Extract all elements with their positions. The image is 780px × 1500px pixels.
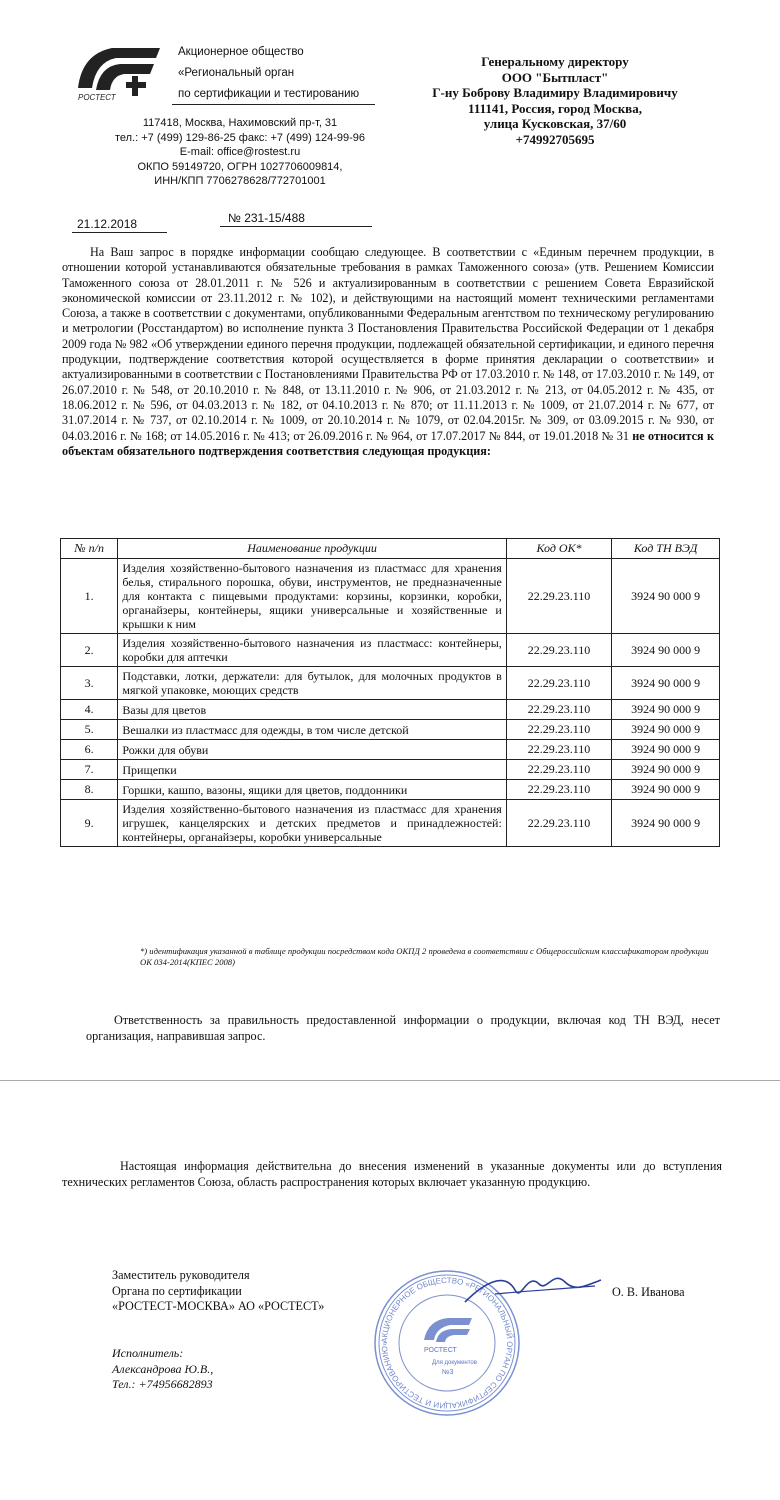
table-row xyxy=(61,800,720,847)
footnote: *) идентификация указанной в таблице продукции посредством кода ОКПД 2 проведена в соответствии с Общероссийским классификатором продукции ОК 034-2014(КПЕС 2008) xyxy=(140,946,709,967)
header-rule xyxy=(172,104,375,105)
stamp-number: №3 xyxy=(442,1369,454,1376)
recipient-line: 111141, Россия, город Москва, xyxy=(468,100,642,116)
row-tn: 3924 90 000 9 xyxy=(612,780,720,800)
col-num: № п/п xyxy=(61,539,118,559)
row-ok: 22.29.23.110 xyxy=(506,559,612,634)
stamp-ring-text: АКЦИОНЕРНОЕ ОБЩЕСТВО «РЕГИОНАЛЬНЫЙ ОРГАН ПО СЕРТИФИКАЦИИ И ТЕСТИРОВАНИЮ» xyxy=(379,1275,515,1411)
address: 117418, Москва, Нахимовский пр-т, 31 xyxy=(142,117,338,129)
row-num: 2. xyxy=(61,634,118,667)
document-date: 21.12.2018 xyxy=(77,217,138,231)
row-num: 8. xyxy=(61,780,118,800)
executor-line: Тел.: +74956682893 xyxy=(112,1377,213,1391)
org-line: «Региональный орган xyxy=(178,67,295,79)
row-num: 1. xyxy=(61,559,118,634)
row-tn: 3924 90 000 9 xyxy=(612,760,720,780)
row-ok: 22.29.23.110 xyxy=(506,700,612,720)
table-row xyxy=(61,634,720,667)
recipient-line: улица Кусковская, 37/60 xyxy=(483,116,627,131)
row-ok: 22.29.23.110 xyxy=(506,780,612,800)
row-name: Вазы для цветов xyxy=(118,700,506,720)
row-num: 3. xyxy=(61,667,118,700)
table-row xyxy=(61,700,720,720)
row-ok: 22.29.23.110 xyxy=(506,634,612,667)
signatory-line: Заместитель руководителя xyxy=(112,1268,250,1282)
col-tn: Код ТН ВЭД xyxy=(612,539,720,559)
stamp-center-text: РОСТЕСТ xyxy=(424,1347,457,1354)
executor-line: Исполнитель: xyxy=(112,1346,184,1360)
date-underline xyxy=(72,232,167,233)
table-row xyxy=(61,667,720,700)
row-num: 5. xyxy=(61,720,118,740)
row-name: Прищепки xyxy=(118,760,506,780)
products-table xyxy=(60,538,720,847)
org-contacts xyxy=(80,116,400,189)
row-name: Изделия хозяйственно-бытового назначения из пластмасс: контейнеры, коробки для аптечки xyxy=(118,634,506,667)
row-num: 6. xyxy=(61,740,118,760)
row-ok: 22.29.23.110 xyxy=(506,667,612,700)
responsibility-note: Ответственность за правильность предоставленной информации о продукции, включая код ТН ВЭД, несет организация, направившая запрос. xyxy=(86,1013,720,1043)
table-row xyxy=(61,559,720,634)
row-name: Подставки, лотки, держатели: для бутылок, для молочных продуктов в мягкой упаковке, моющих средств xyxy=(118,667,506,700)
executor-line: Александрова Ю.В., xyxy=(112,1361,214,1376)
row-tn: 3924 90 000 9 xyxy=(612,634,720,667)
recipient-line: Г-ну Боброву Владимиру Владимировичу xyxy=(432,85,678,100)
paragraph-bold: не относится к объектам обязательного подтверждения соответствия следующая продукция: xyxy=(62,428,715,458)
document-number: № 231-15/488 xyxy=(228,211,305,225)
col-name: Наименование продукции xyxy=(118,539,506,559)
col-ok: Код ОК* xyxy=(506,539,612,559)
table-row xyxy=(61,780,720,800)
rostest-logo xyxy=(72,40,164,104)
row-tn: 3924 90 000 9 xyxy=(612,720,720,740)
signatory-line: «РОСТЕСТ-МОСКВА» АО «РОСТЕСТ» xyxy=(112,1299,325,1313)
row-ok: 22.29.23.110 xyxy=(506,760,612,780)
recipient-block xyxy=(410,54,700,147)
logo-text: РОСТЕСТ xyxy=(78,93,116,102)
row-name: Рожки для обуви xyxy=(118,740,506,760)
inn-kpp: ИНН/КПП 7706278628/772701001 xyxy=(154,175,326,187)
row-tn: 3924 90 000 9 xyxy=(612,740,720,760)
table-row xyxy=(61,720,720,740)
paragraph-text: На Ваш запрос в порядке информации сообщаю следующее. В соответствии с «Единым перечнем продукции, в отношении которой устанавливаются обязательные требования в рамках Таможенного союза» (утв. Решением Комиссии Таможенного союза от 28.01.2011 г. № 526 и актуализированным в соответствии с решением Совета Евразийской экономической комиссии от 23.11.2012 г. № 102), и действующими на настоящий момент техническими регламентами Союза, а также в соответствии с документами, опубликованными Федеральным агентством по техническому регулированию и метрологии (Росстандартом) во исполнение пункта 3 Постановления Правительства Российской Федерации от 1 декабря 2009 года № 982 «Об утверждении единого перечня продукции, подлежащей обязательной сертификации, и единого перечня продукции, подтверждение соответствия которой осуществляется в форме принятия декларации о соответствии» и актуализированными в соответствии с Постановлениями Правительства РФ от 17.03.2010 г. № 148, от 17.03.2010 г. № 149, от 26.07.2010 г. № 548, от 20.10.2010 г. № 848, от 13.11.2010 г. № 906, от 21.03.2012 г. № 213, от 04.05.2012 г. № 435, от 18.06.2012 г. № 596, от 04.03.2013 г. № 182, от 04.10.2013 г. № 870; от 11.11.2013 г. № 1009, от 21.07.2014 г. № 677, от 31.07.2014 г. № 737, от 02.10.2014 г. № 1009, от 20.10.2014 г. № 1079, от 02.04.2015г. № 309, от 03.09.2015 г. № 930, от 04.03.2016 г. № 168; от 14.05.2016 г. № 413; от 26.09.2016 г. № 964, от 17.07.2017 № 844, от 19.01.2018 № 31 xyxy=(62,245,714,443)
table-header xyxy=(61,539,720,559)
recipient-line: Генеральному директору xyxy=(481,54,629,69)
email: E-mail: office@rostest.ru xyxy=(179,146,301,158)
signatory-line: Органа по сертификации xyxy=(112,1283,242,1298)
okpo-ogrn: ОКПО 59149720, ОГРН 1027706009814, xyxy=(137,160,343,173)
org-line: Акционерное общество xyxy=(178,46,304,58)
org-name xyxy=(178,42,359,105)
row-ok: 22.29.23.110 xyxy=(506,740,612,760)
row-tn: 3924 90 000 9 xyxy=(612,667,720,700)
row-num: 9. xyxy=(61,800,118,847)
table-row xyxy=(61,740,720,760)
row-ok: 22.29.23.110 xyxy=(506,800,612,847)
page-break xyxy=(0,1080,780,1081)
row-tn: 3924 90 000 9 xyxy=(612,559,720,634)
stamp-sub-text: Для документов xyxy=(432,1360,477,1366)
validity-note: Настоящая информация действительна до внесения изменений в указанные документы или до вступления технических регламентов Союза, область распространения которых включает указанную продукцию. xyxy=(62,1159,722,1189)
row-name: Вешалки из пластмасс для одежды, в том числе детской xyxy=(118,720,506,740)
row-name: Изделия хозяйственно-бытового назначения из пластмасс для хранения игрушек, канцелярских и детских предметов и принадлежностей: контейнеры, органайзеры, коробки универсальные xyxy=(118,800,506,847)
recipient-line: +74992705695 xyxy=(515,131,595,147)
row-tn: 3924 90 000 9 xyxy=(612,700,720,720)
row-num: 4. xyxy=(61,700,118,720)
row-name: Изделия хозяйственно-бытового назначения из пластмасс для хранения белья, стирального порошка, обуви, инструментов, не предназначенные для контакта с пищевыми продуктами: корзины, корзинки, коробки, органайзеры, контейнеры, ящики универсальные и хозяйственные и крышки к ним xyxy=(118,559,506,634)
table-row xyxy=(61,760,720,780)
row-name: Горшки, кашпо, вазоны, ящики для цветов, поддонники xyxy=(118,780,506,800)
phones: тел.: +7 (499) 129-86-25 факс: +7 (499) 124-99-96 xyxy=(115,131,365,144)
signatory-title xyxy=(112,1268,324,1315)
row-num: 7. xyxy=(61,760,118,780)
main-paragraph xyxy=(62,245,714,459)
number-underline xyxy=(220,226,372,227)
org-line: по сертификации и тестированию xyxy=(178,88,360,100)
recipient-line: ООО "Бытпласт" xyxy=(501,69,609,85)
handwritten-signature xyxy=(455,1262,605,1322)
executor-block xyxy=(112,1346,213,1393)
row-ok: 22.29.23.110 xyxy=(506,720,612,740)
row-tn: 3924 90 000 9 xyxy=(612,800,720,847)
signatory-name: О. В. Иванова xyxy=(612,1285,685,1299)
